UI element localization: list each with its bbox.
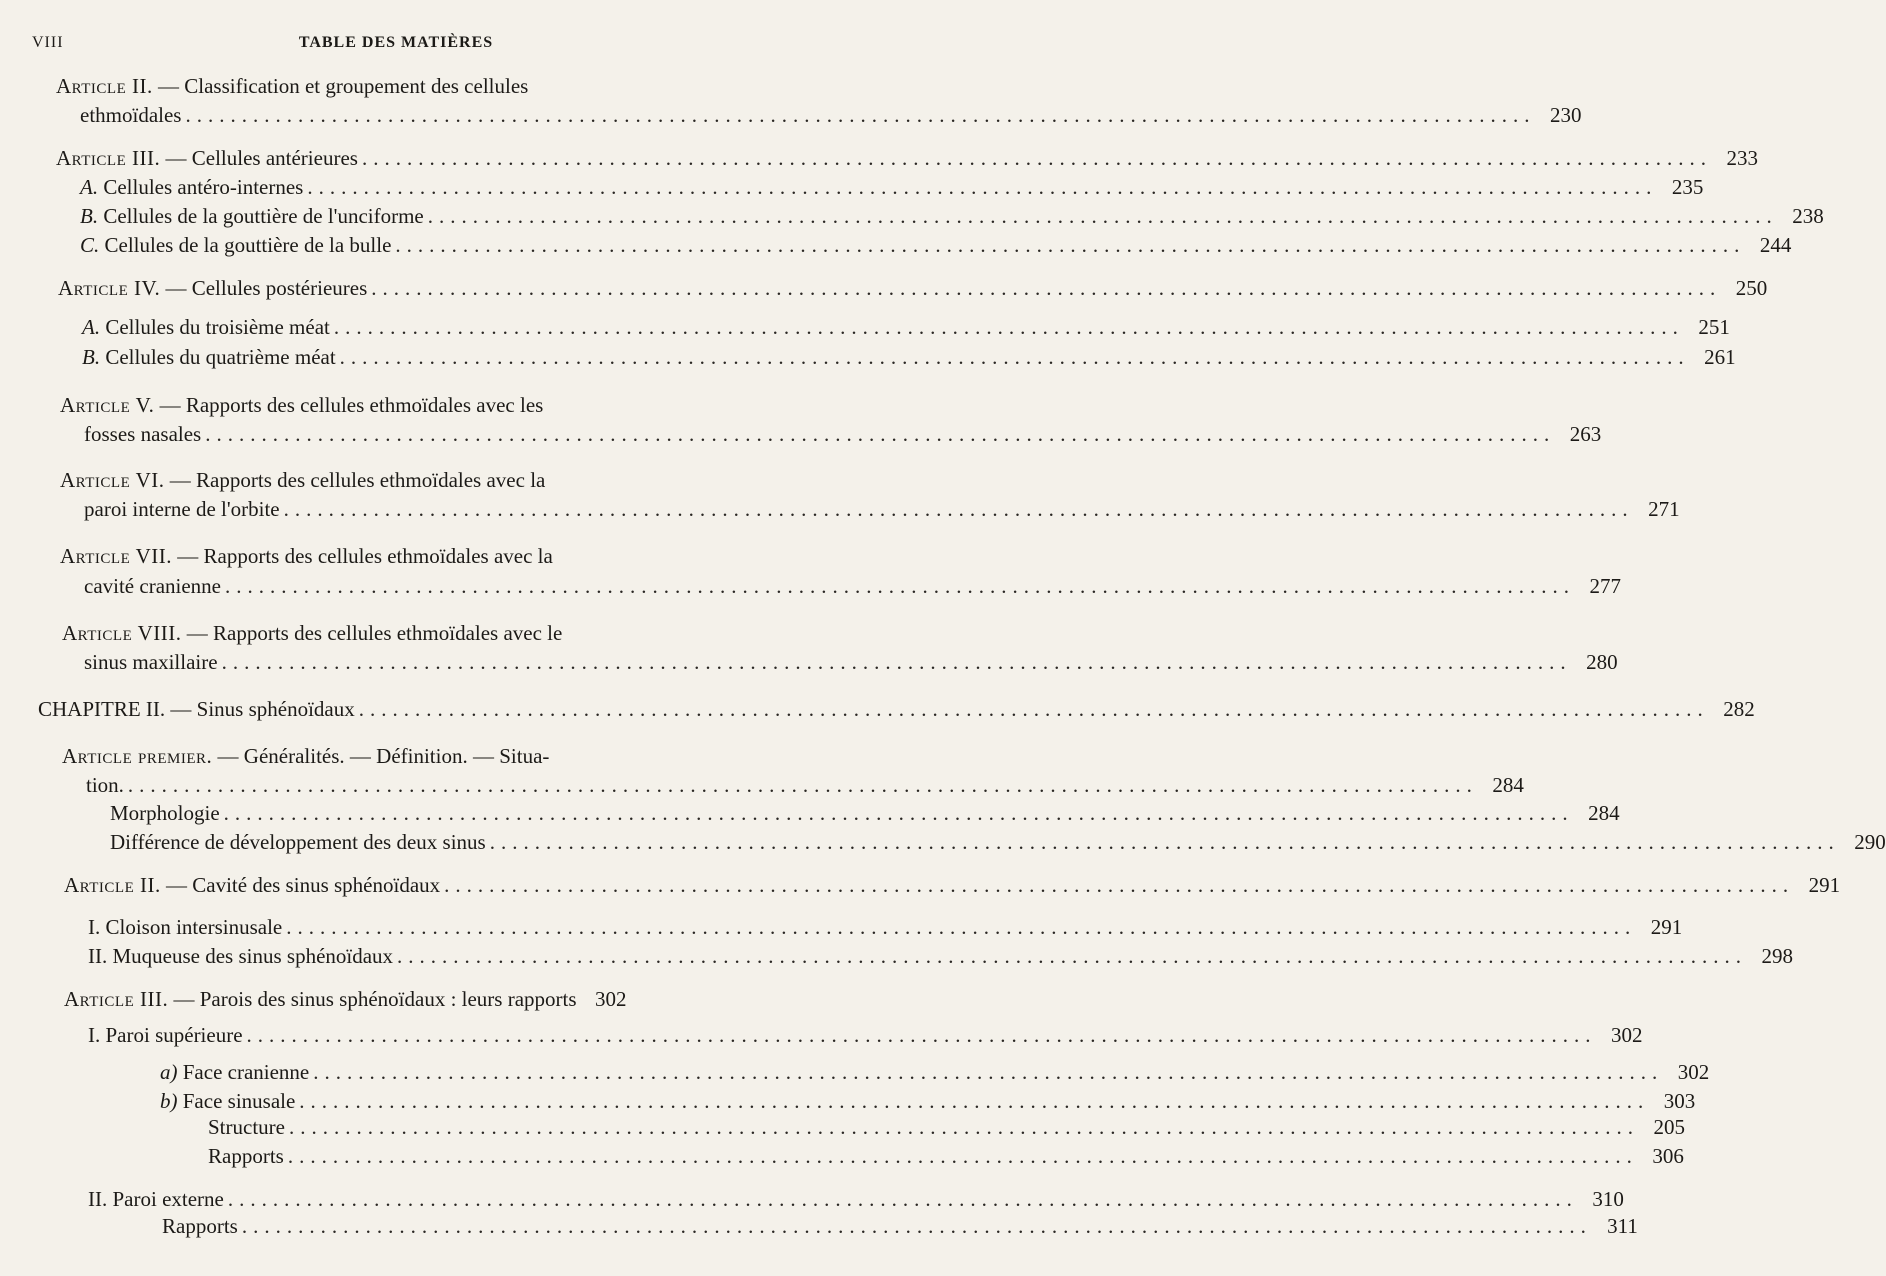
page-ref: 205	[1653, 1115, 1685, 1139]
page-ref: 306	[1652, 1144, 1684, 1168]
leader-dots: ........................................................................................................................	[287, 1144, 1638, 1168]
page-ref: 310	[1592, 1187, 1624, 1211]
page-ref: 238	[1792, 204, 1824, 228]
page-ref: 251	[1698, 315, 1730, 339]
page-ref: 244	[1759, 233, 1792, 257]
toc-line: Article premier. — Généralités. — Définition. — Situa-	[62, 744, 550, 768]
leader-dots: ........................................................................................................................	[397, 944, 1748, 968]
leader-dots: ........................................................................................................................	[489, 830, 1840, 854]
toc-line: Rapports ........................................................................................................................ 311	[162, 1214, 1638, 1238]
page-ref: 233	[1726, 146, 1758, 170]
leader-dots: ........................................................................................................................	[361, 146, 1712, 170]
page-ref: 311	[1607, 1214, 1638, 1238]
toc-line: Article III. — Cellules antérieures ........................................................................................................................ 233	[56, 146, 1758, 170]
toc-line: Rapports ........................................................................................................................ 306	[208, 1144, 1684, 1168]
leader-dots: ........................................................................................................................	[286, 915, 1637, 939]
toc-line: Article VII. — Rapports des cellules ethmoïdales avec la	[60, 544, 553, 568]
toc-line: I. Paroi supérieure ........................................................................................................................ 302	[88, 1023, 1643, 1047]
page-ref: 261	[1704, 345, 1736, 369]
toc-line: a) Face cranienne ........................................................................................................................ 302	[160, 1060, 1710, 1084]
leader-dots: ........................................................................................................................	[339, 345, 1690, 369]
leader-dots: ........................................................................................................................	[246, 1023, 1597, 1047]
leader-dots: ........................................................................................................................	[283, 497, 1634, 521]
leader-dots: ........................................................................................................................	[127, 773, 1478, 797]
leader-dots: ........................................................................................................................	[395, 233, 1746, 257]
toc-line: Article VIII. — Rapports des cellules ethmoïdales avec le	[62, 621, 563, 645]
toc-line: sinus maxillaire ........................................................................................................................ 280	[84, 650, 1618, 674]
page-ref: 250	[1735, 276, 1768, 300]
toc-line: A. Cellules du troisième méat ........................................................................................................................ 251	[82, 315, 1730, 339]
page-ref: 302	[1611, 1023, 1643, 1047]
running-header	[32, 34, 760, 58]
page-ref: 302	[1677, 1060, 1710, 1084]
page-ref: 280	[1586, 650, 1618, 674]
page-ref: 290	[1854, 830, 1886, 854]
leader-dots: ........................................................................................................................	[185, 103, 1536, 127]
toc-line: ethmoïdales ........................................................................................................................ 230	[80, 103, 1582, 127]
leader-dots: ........................................................................................................................	[371, 276, 1722, 300]
leader-dots: ........................................................................................................................	[444, 873, 1795, 897]
leader-dots: ........................................................................................................................	[313, 1060, 1664, 1084]
leader-dots: ........................................................................................................................	[333, 315, 1684, 339]
page-ref: 235	[1671, 175, 1704, 199]
leader-dots: ........................................................................................................................	[227, 1187, 1578, 1211]
leader-dots: ........................................................................................................................	[221, 650, 1572, 674]
leader-dots: ........................................................................................................................	[223, 801, 1574, 825]
toc-line: Article II. — Classification et groupement des cellules	[56, 74, 529, 98]
toc-line: Article IV. — Cellules postérieures ........................................................................................................................ 250	[58, 276, 1768, 300]
toc-line: Article VI. — Rapports des cellules ethmoïdales avec la	[60, 468, 546, 492]
leader-dots: ........................................................................................................................	[241, 1214, 1592, 1238]
toc-line: C. Cellules de la gouttière de la bulle ........................................................................................................................ 244	[80, 233, 1792, 257]
toc-line: B. Cellules du quatrième méat ........................................................................................................................ 261	[82, 345, 1736, 369]
page-ref: 271	[1648, 497, 1680, 521]
toc-line: II. Paroi externe ........................................................................................................................ 310	[88, 1187, 1624, 1211]
page-ref: 291	[1650, 915, 1683, 939]
toc-line: Différence de développement des deux sinus ........................................................................................................................ 290	[110, 830, 1886, 854]
chapter-heading: CHAPITRE II. — Sinus sphénoïdaux ........................................................................................................................ 282	[38, 697, 1755, 721]
page-ref: 284	[1588, 801, 1620, 825]
page-ref: 263	[1569, 422, 1602, 446]
toc-line: Structure ........................................................................................................................ 205	[208, 1115, 1685, 1139]
page-ref: 277	[1589, 574, 1621, 598]
running-title: TABLE DES MATIÈRES	[298, 34, 494, 51]
page-ref: 291	[1808, 873, 1841, 897]
leader-dots: ........................................................................................................................	[225, 574, 1575, 598]
page-ref: 303	[1663, 1089, 1696, 1113]
page-ref: 230	[1549, 103, 1582, 127]
toc-line: b) Face sinusale ........................................................................................................................ 303	[160, 1089, 1696, 1113]
page-ref: 282	[1723, 697, 1755, 721]
toc-line: A. Cellules antéro-internes ........................................................................................................................ 235	[80, 175, 1704, 199]
page-ref: 302	[595, 987, 627, 1011]
page-ref: 284	[1492, 773, 1524, 797]
leader-dots: ........................................................................................................................	[307, 175, 1658, 199]
toc-line: paroi interne de l'orbite ........................................................................................................................ 271	[84, 497, 1680, 521]
leader-dots: ........................................................................................................................	[288, 1115, 1639, 1139]
toc-line: I. Cloison intersinusale ........................................................................................................................ 291	[88, 915, 1683, 939]
leader-dots: ........................................................................................................................	[427, 204, 1778, 228]
leader-dots: ........................................................................................................................	[205, 422, 1556, 446]
toc-line: Article V. — Rapports des cellules ethmoïdales avec les	[60, 393, 544, 417]
leader-dots: ........................................................................................................................	[358, 697, 1709, 721]
toc-line: fosses nasales ........................................................................................................................ 263	[84, 422, 1602, 446]
toc-line: Article III. — Parois des sinus sphénoïdaux : leurs rapports 302	[64, 987, 627, 1011]
toc-line: Morphologie ........................................................................................................................ 284	[110, 801, 1620, 825]
page-ref: 298	[1761, 944, 1794, 968]
toc-line: II. Muqueuse des sinus sphénoïdaux ........................................................................................................................ 298	[88, 944, 1794, 968]
toc-line: B. Cellules de la gouttière de l'unciforme ........................................................................................................................ 238	[80, 204, 1824, 228]
page-number: VIII	[32, 34, 64, 51]
toc-line: cavité cranienne ........................................................................................................................ 277	[84, 574, 1621, 598]
toc-line: Article II. — Cavité des sinus sphénoïdaux ........................................................................................................................ 291	[64, 873, 1841, 897]
toc-line: tion. ........................................................................................................................ 284	[86, 773, 1524, 797]
leader-dots: ........................................................................................................................	[299, 1089, 1650, 1113]
